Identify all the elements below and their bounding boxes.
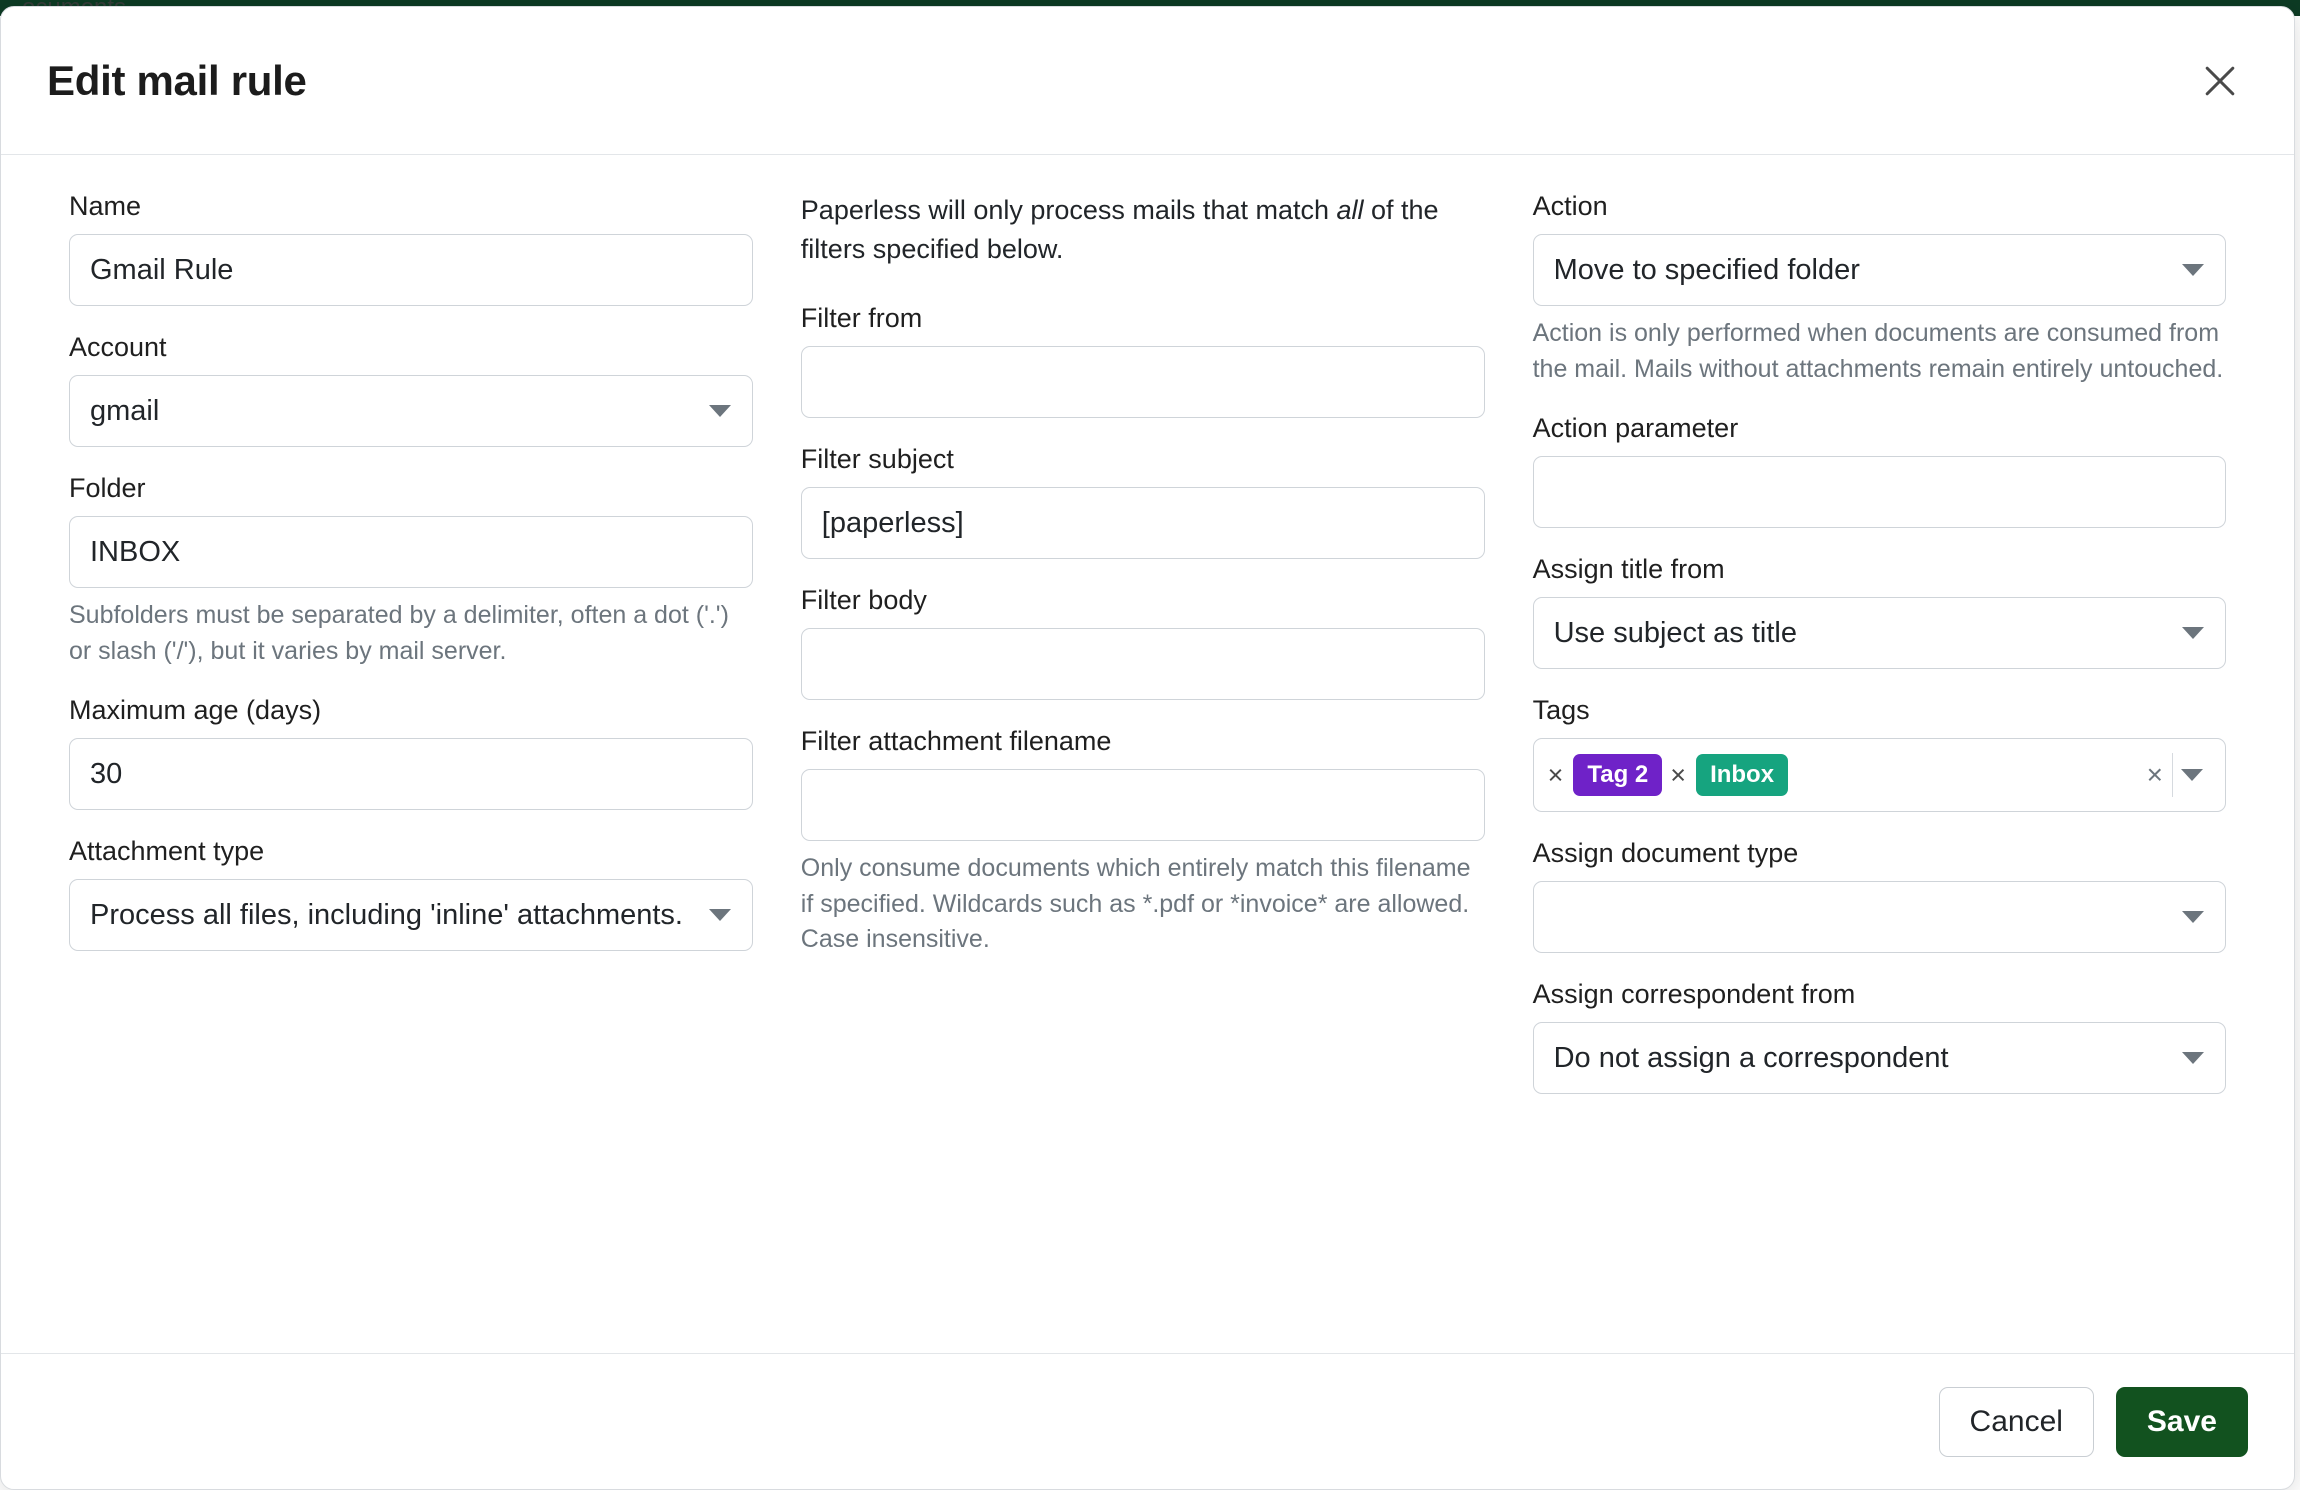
filter-subject-label: Filter subject [800, 444, 954, 475]
column-filters [777, 191, 1509, 1353]
assign-title-from-select-value: Use subject as title [1533, 597, 2226, 669]
folder-label: Folder [69, 473, 146, 503]
close-icon[interactable] [2192, 53, 2248, 109]
column-actions [1509, 191, 2250, 1353]
action-help-text: Action is only performed when documents are consumed from the mail. Mails without attachments remain entirely untouched. [1532, 319, 2224, 383]
tags-multiselect[interactable] [1533, 738, 2226, 812]
assign-title-from-label: Assign title from [1532, 554, 1725, 584]
clear-tags-icon[interactable]: × [2146, 759, 2163, 790]
tag-chip-2 [1670, 754, 1788, 796]
assign-title-from-select[interactable] [1533, 597, 2226, 669]
tag-chip-1 [1548, 754, 1663, 796]
field-maximum-age [69, 695, 753, 810]
filters-intro-text [801, 191, 1485, 269]
tags-separator [2172, 753, 2173, 797]
attachment-type-select[interactable] [69, 879, 753, 951]
field-assign-title-from [1533, 554, 2226, 669]
field-filter-subject [801, 444, 1485, 559]
cancel-button[interactable]: Cancel [1939, 1387, 2094, 1457]
tag-label: Tag 2 [1573, 754, 1662, 796]
attachment-type-select-value: Process all files, including 'inline' attachments. [69, 879, 753, 951]
chevron-down-icon [2181, 769, 2203, 781]
filter-from-label: Filter from [800, 303, 923, 334]
field-assign-correspondent-from [1533, 979, 2226, 1094]
assign-document-type-select-value [1533, 881, 2226, 953]
field-account [69, 332, 753, 447]
maximum-age-label: Maximum age (days) [69, 695, 322, 725]
action-parameter-label: Action parameter [1532, 413, 1739, 443]
tag-remove-icon[interactable]: × [1547, 759, 1564, 790]
assign-correspondent-from-select[interactable] [1533, 1022, 2226, 1094]
field-filter-from [801, 303, 1485, 418]
dialog-header [1, 7, 2294, 155]
tag-remove-icon[interactable]: × [1670, 759, 1687, 790]
filter-from-input[interactable] [801, 346, 1485, 418]
tag-label: Inbox [1696, 754, 1788, 796]
filter-attachment-filename-label: Filter attachment filename [800, 726, 1112, 757]
field-filter-attachment-filename [801, 726, 1485, 958]
field-action [1533, 191, 2226, 387]
folder-input[interactable] [69, 516, 753, 588]
assign-correspondent-from-select-value: Do not assign a correspondent [1533, 1022, 2226, 1094]
chevron-down-icon [2182, 264, 2204, 276]
dialog-footer [1, 1353, 2294, 1489]
name-input[interactable] [69, 234, 753, 306]
filter-body-label: Filter body [800, 585, 927, 616]
chevron-down-icon [2182, 627, 2204, 639]
filters-intro-emphasis: all [1336, 195, 1364, 225]
filter-body-input[interactable] [801, 628, 1485, 700]
folder-help-text: Subfolders must be separated by a delimiter, often a dot ('.') or slash ('/'), but it varies by mail server. [69, 601, 729, 665]
action-select[interactable] [1533, 234, 2226, 306]
field-folder [69, 473, 753, 669]
chevron-down-icon [2182, 911, 2204, 923]
dialog-body [1, 155, 2294, 1353]
filters-intro-suffix: of the filters specified below. [800, 195, 1439, 265]
name-label: Name [69, 191, 142, 221]
chevron-down-icon [2182, 1052, 2204, 1064]
dialog-title: Edit mail rule [47, 56, 307, 104]
save-button[interactable]: Save [2116, 1387, 2248, 1457]
field-action-parameter [1533, 413, 2226, 528]
field-attachment-type [69, 836, 753, 951]
filter-attachment-filename-input[interactable] [801, 769, 1485, 841]
field-filter-body [801, 585, 1485, 700]
attachment-type-label: Attachment type [69, 836, 265, 866]
filter-subject-input[interactable] [801, 487, 1485, 559]
assign-correspondent-from-label: Assign correspondent from [1532, 979, 1856, 1009]
account-label: Account [69, 332, 167, 362]
filter-attachment-filename-help-text: Only consume documents which entirely match this filename if specified. Wildcards such as *.pdf or *invoice* are allowed. Case insensitive. [800, 854, 1471, 954]
chevron-down-icon [709, 909, 731, 921]
field-name [69, 191, 753, 306]
maximum-age-input[interactable] [69, 738, 753, 810]
action-label: Action [1532, 191, 1608, 221]
edit-mail-rule-dialog [0, 6, 2295, 1490]
field-tags [1533, 695, 2226, 812]
action-select-value: Move to specified folder [1533, 234, 2226, 306]
account-select-value: gmail [69, 375, 753, 447]
assign-document-type-select[interactable] [1533, 881, 2226, 953]
assign-document-type-label: Assign document type [1532, 838, 1799, 868]
filters-intro-prefix: Paperless will only process mails that match [800, 195, 1337, 225]
tags-label: Tags [1532, 695, 1590, 725]
action-parameter-input[interactable] [1533, 456, 2226, 528]
column-general [45, 191, 777, 1353]
account-select[interactable] [69, 375, 753, 447]
field-assign-document-type [1533, 838, 2226, 953]
chevron-down-icon [709, 405, 731, 417]
